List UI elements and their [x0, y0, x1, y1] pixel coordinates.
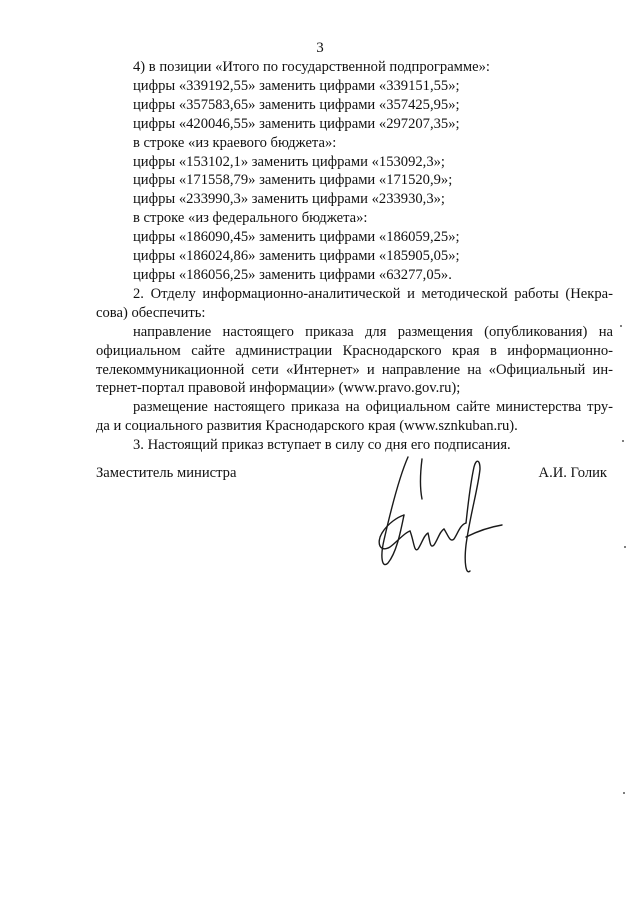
- text-line: 4) в позиции «Итого по государственной подпрограмме»:: [133, 59, 490, 75]
- handwritten-signature: [370, 445, 510, 585]
- signer-title: Заместитель министра: [96, 465, 237, 481]
- text-line: да и социального развития Краснодарского края (www.sznkuban.ru).: [96, 418, 518, 435]
- text-line: цифры «153102,1» заменить цифрами «153092,3»;: [133, 153, 445, 170]
- text-line: 2. Отделу информационно-аналитической и методической работы (Некра-: [133, 285, 613, 302]
- text-line: в строке «из краевого бюджета»:: [133, 134, 337, 151]
- scan-speck: [624, 546, 626, 548]
- text-line: цифры «420046,55» заменить цифрами «297207,35»;: [133, 115, 460, 132]
- text-line: цифры «186056,25» заменить цифрами «63277,05».: [133, 266, 452, 283]
- text-line: цифры «171558,79» заменить цифрами «171520,9»;: [133, 172, 453, 189]
- text-line: цифры «186090,45» заменить цифрами «186059,25»;: [133, 229, 460, 246]
- page-number: 3: [316, 40, 324, 56]
- text-line: цифры «357583,65» заменить цифрами «357425,95»;: [133, 96, 460, 113]
- scan-speck: [620, 325, 622, 327]
- scan-speck: [623, 792, 625, 794]
- text-line: 3. Настоящий приказ вступает в силу со дня его подписания.: [133, 437, 511, 454]
- document-body: [96, 58, 613, 455]
- text-line: официальном сайте администрации Краснодарского края в информационно-: [96, 342, 613, 359]
- text-line: цифры «339192,55» заменить цифрами «339151,55»;: [133, 77, 460, 94]
- text-line: размещение настоящего приказа на официальном сайте министерства тру-: [133, 399, 613, 416]
- text-line: в строке «из федерального бюджета»:: [133, 210, 368, 227]
- text-line: телекоммуникационной сети «Интернет» и направление на «Официальный ин-: [96, 361, 613, 378]
- text-line: цифры «233990,3» заменить цифрами «233930,3»;: [133, 191, 445, 208]
- text-line: тернет-портал правовой информации» (www.pravo.gov.ru);: [96, 380, 461, 397]
- text-line: направление настоящего приказа для размещения (опубликования) на: [133, 323, 613, 340]
- text-line: сова) обеспечить:: [96, 304, 206, 321]
- scan-speck: [622, 440, 624, 442]
- signer-name: А.И. Голик: [538, 465, 607, 481]
- text-line: цифры «186024,86» заменить цифрами «185905,05»;: [133, 248, 460, 265]
